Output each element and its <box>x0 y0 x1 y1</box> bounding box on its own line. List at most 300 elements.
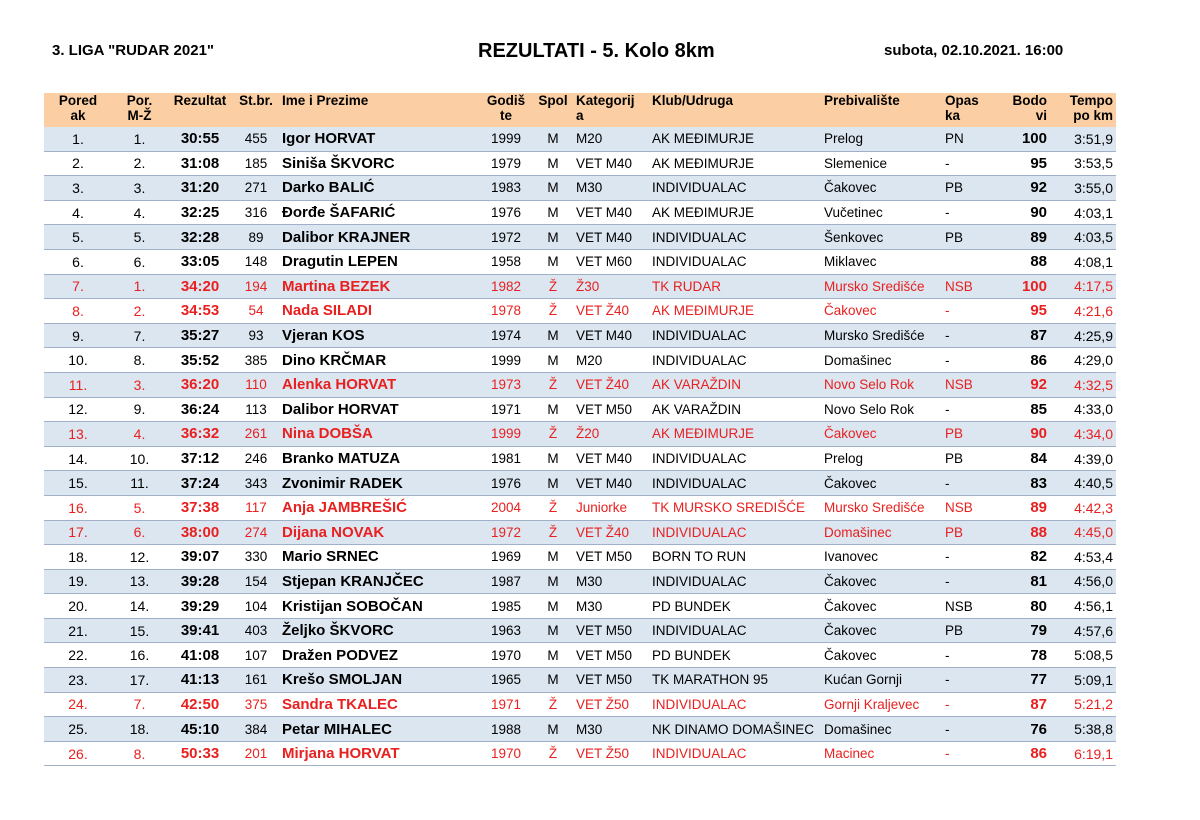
points-cell: 81 <box>994 569 1050 594</box>
athlete-name-cell: Igor HORVAT <box>279 127 479 151</box>
note-cell: - <box>942 348 994 373</box>
position-cell: 10. <box>44 348 112 373</box>
bib-cell: 375 <box>233 692 279 717</box>
club-cell: TK MURSKO SREDIŠĆE <box>649 495 821 520</box>
result-cell: 36:24 <box>167 397 233 422</box>
note-cell: NSB <box>942 372 994 397</box>
birth-year-cell: 1982 <box>479 274 533 299</box>
club-cell: TK RUDAR <box>649 274 821 299</box>
table-row <box>44 299 1116 324</box>
note-cell: PB <box>942 520 994 545</box>
birth-year-cell: 1999 <box>479 422 533 447</box>
athlete-name-cell: Nada SILADI <box>279 299 479 324</box>
athlete-name-cell: Alenka HORVAT <box>279 372 479 397</box>
gender-position-cell: 5. <box>112 225 167 250</box>
bib-cell: 104 <box>233 594 279 619</box>
residence-cell: Slemenice <box>821 151 942 176</box>
category-cell: VET M40 <box>573 446 649 471</box>
birth-year-cell: 1976 <box>479 200 533 225</box>
gender-position-cell: 5. <box>112 495 167 520</box>
sex-cell: M <box>533 151 573 176</box>
gender-position-cell: 7. <box>112 323 167 348</box>
gender-position-cell: 6. <box>112 249 167 274</box>
note-cell: - <box>942 692 994 717</box>
birth-year-cell: 1979 <box>479 151 533 176</box>
category-cell: VET M40 <box>573 225 649 250</box>
result-cell: 35:27 <box>167 323 233 348</box>
points-cell: 88 <box>994 249 1050 274</box>
bib-cell: 93 <box>233 323 279 348</box>
club-cell: INDIVIDUALAC <box>649 323 821 348</box>
residence-cell: Macinec <box>821 741 942 766</box>
birth-year-cell: 1958 <box>479 249 533 274</box>
points-cell: 78 <box>994 643 1050 668</box>
pace-cell: 5:08,5 <box>1050 643 1116 668</box>
table-row <box>44 569 1116 594</box>
note-cell: - <box>942 545 994 570</box>
note-cell <box>942 249 994 274</box>
birth-year-cell: 1971 <box>479 397 533 422</box>
athlete-name-cell: Zvonimir RADEK <box>279 471 479 496</box>
category-cell: M30 <box>573 569 649 594</box>
category-cell: VET M50 <box>573 545 649 570</box>
position-cell: 24. <box>44 692 112 717</box>
note-cell: - <box>942 741 994 766</box>
birth-year-cell: 1969 <box>479 545 533 570</box>
position-cell: 17. <box>44 520 112 545</box>
sex-cell: M <box>533 545 573 570</box>
birth-year-cell: 1970 <box>479 741 533 766</box>
position-cell: 8. <box>44 299 112 324</box>
athlete-name-cell: Anja JAMBREŠIĆ <box>279 495 479 520</box>
result-cell: 34:53 <box>167 299 233 324</box>
result-cell: 37:38 <box>167 495 233 520</box>
residence-cell: Šenkovec <box>821 225 942 250</box>
birth-year-cell: 1976 <box>479 471 533 496</box>
bib-cell: 89 <box>233 225 279 250</box>
bib-cell: 154 <box>233 569 279 594</box>
sex-cell: M <box>533 225 573 250</box>
gender-position-cell: 8. <box>112 348 167 373</box>
athlete-name-cell: Đorđe ŠAFARIĆ <box>279 200 479 225</box>
category-cell: Ž20 <box>573 422 649 447</box>
points-cell: 100 <box>994 274 1050 299</box>
points-cell: 86 <box>994 348 1050 373</box>
athlete-name-cell: Darko BALIĆ <box>279 176 479 201</box>
gender-position-cell: 6. <box>112 520 167 545</box>
club-cell: AK VARAŽDIN <box>649 397 821 422</box>
residence-cell: Mursko Središće <box>821 495 942 520</box>
pace-cell: 4:56,1 <box>1050 594 1116 619</box>
birth-year-cell: 1973 <box>479 372 533 397</box>
pace-cell: 4:21,6 <box>1050 299 1116 324</box>
category-cell: VET M40 <box>573 471 649 496</box>
birth-year-cell: 1972 <box>479 520 533 545</box>
position-cell: 23. <box>44 668 112 693</box>
residence-cell: Čakovec <box>821 176 942 201</box>
result-cell: 37:12 <box>167 446 233 471</box>
category-cell: VET M40 <box>573 323 649 348</box>
result-cell: 41:13 <box>167 668 233 693</box>
position-cell: 18. <box>44 545 112 570</box>
category-cell: M30 <box>573 594 649 619</box>
residence-cell: Domašinec <box>821 520 942 545</box>
bib-cell: 403 <box>233 618 279 643</box>
sex-cell: M <box>533 594 573 619</box>
gender-position-cell: 3. <box>112 176 167 201</box>
category-cell: M20 <box>573 127 649 151</box>
club-cell: PD BUNDEK <box>649 594 821 619</box>
category-cell: VET M50 <box>573 618 649 643</box>
athlete-name-cell: Siniša ŠKVORC <box>279 151 479 176</box>
table-row <box>44 618 1116 643</box>
club-cell: PD BUNDEK <box>649 643 821 668</box>
position-cell: 11. <box>44 372 112 397</box>
pace-cell: 4:25,9 <box>1050 323 1116 348</box>
result-cell: 33:05 <box>167 249 233 274</box>
note-cell: PB <box>942 446 994 471</box>
gender-position-cell: 9. <box>112 397 167 422</box>
bib-cell: 316 <box>233 200 279 225</box>
table-row <box>44 545 1116 570</box>
sex-cell: M <box>533 348 573 373</box>
sex-cell: Ž <box>533 520 573 545</box>
category-cell: VET M60 <box>573 249 649 274</box>
birth-year-cell: 1974 <box>479 323 533 348</box>
club-cell: BORN TO RUN <box>649 545 821 570</box>
pace-cell: 4:34,0 <box>1050 422 1116 447</box>
points-cell: 90 <box>994 422 1050 447</box>
club-cell: INDIVIDUALAC <box>649 618 821 643</box>
club-cell: AK MEĐIMURJE <box>649 299 821 324</box>
result-cell: 45:10 <box>167 717 233 742</box>
club-cell: TK MARATHON 95 <box>649 668 821 693</box>
gender-position-cell: 8. <box>112 741 167 766</box>
club-cell: INDIVIDUALAC <box>649 471 821 496</box>
bib-cell: 261 <box>233 422 279 447</box>
result-cell: 34:20 <box>167 274 233 299</box>
sex-cell: M <box>533 471 573 496</box>
athlete-name-cell: Željko ŠKVORC <box>279 618 479 643</box>
residence-cell: Novo Selo Rok <box>821 372 942 397</box>
athlete-name-cell: Vjeran KOS <box>279 323 479 348</box>
athlete-name-cell: Martina BEZEK <box>279 274 479 299</box>
gender-position-cell: 7. <box>112 692 167 717</box>
note-cell: NSB <box>942 274 994 299</box>
club-cell: AK MEĐIMURJE <box>649 422 821 447</box>
sex-cell: M <box>533 249 573 274</box>
gender-position-cell: 2. <box>112 151 167 176</box>
bib-cell: 185 <box>233 151 279 176</box>
result-cell: 36:20 <box>167 372 233 397</box>
residence-cell: Mursko Središće <box>821 323 942 348</box>
position-cell: 6. <box>44 249 112 274</box>
result-cell: 32:28 <box>167 225 233 250</box>
bib-cell: 161 <box>233 668 279 693</box>
birth-year-cell: 1988 <box>479 717 533 742</box>
residence-cell: Mursko Središće <box>821 274 942 299</box>
note-cell: - <box>942 643 994 668</box>
table-row <box>44 249 1116 274</box>
athlete-name-cell: Stjepan KRANJČEC <box>279 569 479 594</box>
table-row <box>44 348 1116 373</box>
sex-cell: M <box>533 397 573 422</box>
bib-cell: 201 <box>233 741 279 766</box>
position-cell: 15. <box>44 471 112 496</box>
gender-position-cell: 18. <box>112 717 167 742</box>
pace-cell: 4:53,4 <box>1050 545 1116 570</box>
table-row <box>44 397 1116 422</box>
table-header-row <box>44 93 1116 127</box>
table-row <box>44 717 1116 742</box>
position-cell: 7. <box>44 274 112 299</box>
athlete-name-cell: Kristijan SOBOČAN <box>279 594 479 619</box>
points-cell: 100 <box>994 127 1050 151</box>
note-cell: - <box>942 299 994 324</box>
category-cell: VET M50 <box>573 397 649 422</box>
sex-cell: M <box>533 127 573 151</box>
position-cell: 16. <box>44 495 112 520</box>
results-body <box>44 127 1116 766</box>
bib-cell: 271 <box>233 176 279 201</box>
note-cell: - <box>942 569 994 594</box>
col-header-pace: Tempo po km <box>1050 93 1116 127</box>
position-cell: 2. <box>44 151 112 176</box>
bib-cell: 385 <box>233 348 279 373</box>
residence-cell: Ivanovec <box>821 545 942 570</box>
pace-cell: 4:08,1 <box>1050 249 1116 274</box>
points-cell: 92 <box>994 176 1050 201</box>
athlete-name-cell: Krešo SMOLJAN <box>279 668 479 693</box>
birth-year-cell: 1971 <box>479 692 533 717</box>
gender-position-cell: 4. <box>112 422 167 447</box>
sex-cell: M <box>533 668 573 693</box>
points-cell: 85 <box>994 397 1050 422</box>
pace-cell: 4:33,0 <box>1050 397 1116 422</box>
note-cell: PB <box>942 422 994 447</box>
birth-year-cell: 1972 <box>479 225 533 250</box>
club-cell: INDIVIDUALAC <box>649 348 821 373</box>
birth-year-cell: 1970 <box>479 643 533 668</box>
table-row <box>44 446 1116 471</box>
pace-cell: 4:39,0 <box>1050 446 1116 471</box>
category-cell: M30 <box>573 176 649 201</box>
bib-cell: 384 <box>233 717 279 742</box>
residence-cell: Čakovec <box>821 594 942 619</box>
table-row <box>44 422 1116 447</box>
result-cell: 39:07 <box>167 545 233 570</box>
table-row <box>44 668 1116 693</box>
table-row <box>44 471 1116 496</box>
residence-cell: Čakovec <box>821 643 942 668</box>
gender-position-cell: 1. <box>112 274 167 299</box>
position-cell: 25. <box>44 717 112 742</box>
bib-cell: 343 <box>233 471 279 496</box>
note-cell: NSB <box>942 495 994 520</box>
table-row <box>44 741 1116 766</box>
points-cell: 90 <box>994 200 1050 225</box>
athlete-name-cell: Mario SRNEC <box>279 545 479 570</box>
col-header-points: Bodo vi <box>994 93 1050 127</box>
residence-cell: Gornji Kraljevec <box>821 692 942 717</box>
position-cell: 22. <box>44 643 112 668</box>
page-title: REZULTATI - 5. Kolo 8km <box>478 40 715 62</box>
category-cell: VET Ž50 <box>573 741 649 766</box>
position-cell: 9. <box>44 323 112 348</box>
col-header-category: Kategorij a <box>573 93 649 127</box>
bib-cell: 148 <box>233 249 279 274</box>
note-cell: PB <box>942 225 994 250</box>
pace-cell: 4:56,0 <box>1050 569 1116 594</box>
sex-cell: M <box>533 200 573 225</box>
birth-year-cell: 1999 <box>479 348 533 373</box>
athlete-name-cell: Branko MATUZA <box>279 446 479 471</box>
sex-cell: Ž <box>533 692 573 717</box>
athlete-name-cell: Dijana NOVAK <box>279 520 479 545</box>
bib-cell: 54 <box>233 299 279 324</box>
sex-cell: M <box>533 323 573 348</box>
gender-position-cell: 14. <box>112 594 167 619</box>
pace-cell: 6:19,1 <box>1050 741 1116 766</box>
sex-cell: M <box>533 569 573 594</box>
result-cell: 38:00 <box>167 520 233 545</box>
bib-cell: 274 <box>233 520 279 545</box>
league-title: 3. LIGA "RUDAR 2021" <box>52 42 215 59</box>
category-cell: VET M40 <box>573 200 649 225</box>
sex-cell: Ž <box>533 422 573 447</box>
birth-year-cell: 1987 <box>479 569 533 594</box>
position-cell: 21. <box>44 618 112 643</box>
pace-cell: 4:42,3 <box>1050 495 1116 520</box>
residence-cell: Miklavec <box>821 249 942 274</box>
bib-cell: 246 <box>233 446 279 471</box>
pace-cell: 4:57,6 <box>1050 618 1116 643</box>
points-cell: 95 <box>994 299 1050 324</box>
gender-position-cell: 16. <box>112 643 167 668</box>
club-cell: INDIVIDUALAC <box>649 741 821 766</box>
club-cell: INDIVIDUALAC <box>649 225 821 250</box>
col-header-club: Klub/Udruga <box>649 93 821 127</box>
position-cell: 1. <box>44 127 112 151</box>
gender-position-cell: 1. <box>112 127 167 151</box>
pace-cell: 4:32,5 <box>1050 372 1116 397</box>
position-cell: 3. <box>44 176 112 201</box>
athlete-name-cell: Petar MIHALEC <box>279 717 479 742</box>
residence-cell: Čakovec <box>821 618 942 643</box>
athlete-name-cell: Nina DOBŠA <box>279 422 479 447</box>
result-cell: 42:50 <box>167 692 233 717</box>
bib-cell: 330 <box>233 545 279 570</box>
table-row <box>44 274 1116 299</box>
points-cell: 76 <box>994 717 1050 742</box>
sex-cell: Ž <box>533 495 573 520</box>
table-row <box>44 520 1116 545</box>
position-cell: 13. <box>44 422 112 447</box>
note-cell: - <box>942 151 994 176</box>
birth-year-cell: 1999 <box>479 127 533 151</box>
birth-year-cell: 2004 <box>479 495 533 520</box>
table-row <box>44 127 1116 151</box>
col-header-year: Godiš te <box>479 93 533 127</box>
sex-cell: Ž <box>533 274 573 299</box>
sex-cell: M <box>533 643 573 668</box>
sex-cell: M <box>533 446 573 471</box>
points-cell: 82 <box>994 545 1050 570</box>
athlete-name-cell: Dalibor KRAJNER <box>279 225 479 250</box>
result-cell: 37:24 <box>167 471 233 496</box>
points-cell: 89 <box>994 225 1050 250</box>
residence-cell: Čakovec <box>821 422 942 447</box>
note-cell: PB <box>942 176 994 201</box>
residence-cell: Prelog <box>821 446 942 471</box>
sex-cell: M <box>533 717 573 742</box>
residence-cell: Novo Selo Rok <box>821 397 942 422</box>
note-cell: - <box>942 200 994 225</box>
result-cell: 39:41 <box>167 618 233 643</box>
result-cell: 35:52 <box>167 348 233 373</box>
birth-year-cell: 1985 <box>479 594 533 619</box>
pace-cell: 3:53,5 <box>1050 151 1116 176</box>
club-cell: INDIVIDUALAC <box>649 249 821 274</box>
residence-cell: Kućan Gornji <box>821 668 942 693</box>
athlete-name-cell: Dražen PODVEZ <box>279 643 479 668</box>
result-cell: 30:55 <box>167 127 233 151</box>
bib-cell: 117 <box>233 495 279 520</box>
note-cell: - <box>942 668 994 693</box>
col-header-position: Pored ak <box>44 93 112 127</box>
col-header-residence: Prebivalište <box>821 93 942 127</box>
gender-position-cell: 10. <box>112 446 167 471</box>
points-cell: 95 <box>994 151 1050 176</box>
gender-position-cell: 13. <box>112 569 167 594</box>
bib-cell: 113 <box>233 397 279 422</box>
birth-year-cell: 1965 <box>479 668 533 693</box>
category-cell: M30 <box>573 717 649 742</box>
col-header-name: Ime i Prezime <box>279 93 479 127</box>
bib-cell: 107 <box>233 643 279 668</box>
club-cell: INDIVIDUALAC <box>649 446 821 471</box>
gender-position-cell: 11. <box>112 471 167 496</box>
club-cell: INDIVIDUALAC <box>649 176 821 201</box>
pace-cell: 3:51,9 <box>1050 127 1116 151</box>
pace-cell: 4:45,0 <box>1050 520 1116 545</box>
table-row <box>44 225 1116 250</box>
sex-cell: Ž <box>533 299 573 324</box>
points-cell: 86 <box>994 741 1050 766</box>
position-cell: 12. <box>44 397 112 422</box>
bib-cell: 455 <box>233 127 279 151</box>
note-cell: - <box>942 397 994 422</box>
note-cell: - <box>942 323 994 348</box>
bib-cell: 110 <box>233 372 279 397</box>
event-datetime: subota, 02.10.2021. 16:00 <box>884 42 1064 59</box>
col-header-result: Rezultat <box>167 93 233 127</box>
category-cell: VET M50 <box>573 668 649 693</box>
category-cell: VET M40 <box>573 151 649 176</box>
points-cell: 83 <box>994 471 1050 496</box>
club-cell: AK MEĐIMURJE <box>649 127 821 151</box>
gender-position-cell: 17. <box>112 668 167 693</box>
sex-cell: Ž <box>533 741 573 766</box>
points-cell: 88 <box>994 520 1050 545</box>
table-row <box>44 151 1116 176</box>
table-row <box>44 495 1116 520</box>
category-cell: VET Ž40 <box>573 299 649 324</box>
table-row <box>44 323 1116 348</box>
sex-cell: M <box>533 176 573 201</box>
pace-cell: 5:38,8 <box>1050 717 1116 742</box>
category-cell: VET Ž40 <box>573 372 649 397</box>
